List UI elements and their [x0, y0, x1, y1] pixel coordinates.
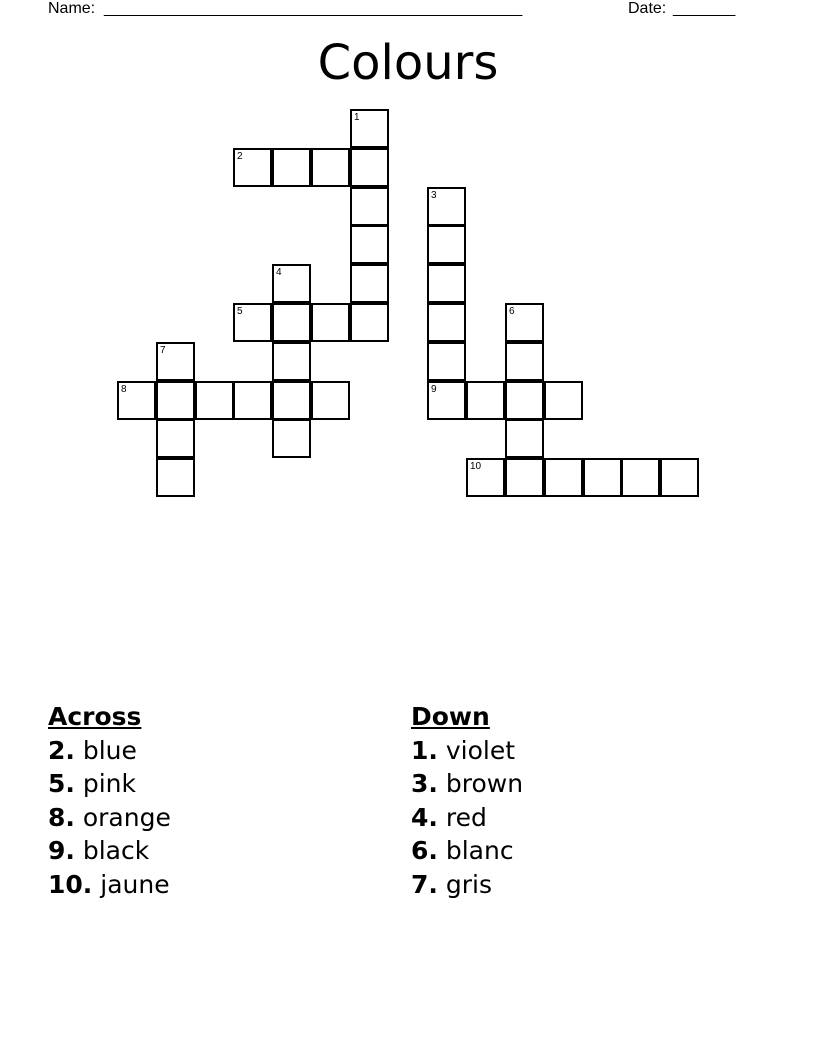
crossword-cell[interactable]: [117, 381, 156, 420]
clue-text: gris: [445, 869, 492, 899]
crossword-cell[interactable]: [466, 458, 505, 497]
clue-number: 5.: [48, 769, 75, 798]
crossword-cell[interactable]: [505, 303, 544, 342]
crossword-cell[interactable]: [272, 303, 311, 342]
date-label: Date:: [628, 0, 667, 17]
crossword-cell[interactable]: [195, 381, 234, 420]
clue-item: [411, 767, 751, 801]
clue-item: [411, 801, 751, 835]
crossword-cell[interactable]: [272, 342, 311, 381]
crossword-cell[interactable]: [544, 458, 583, 497]
crossword-cell[interactable]: [505, 419, 544, 458]
cell-number: 9: [431, 384, 437, 395]
clue-item: [48, 868, 388, 902]
clue-text: jaune: [100, 869, 170, 899]
cell-number: 2: [237, 151, 243, 162]
cell-number: 8: [121, 384, 127, 395]
cell-number: 4: [276, 267, 282, 278]
crossword-cell[interactable]: [350, 264, 389, 303]
crossword-cell[interactable]: [156, 458, 195, 497]
crossword-cell[interactable]: [350, 148, 389, 187]
clue-text: blanc: [445, 836, 514, 865]
clue-number: 9.: [48, 836, 75, 865]
crossword-cell[interactable]: [156, 381, 195, 420]
cell-number: 1: [354, 112, 360, 123]
clue-item: [48, 734, 388, 768]
clue-text: blue: [82, 735, 137, 765]
crossword-cell[interactable]: [156, 419, 195, 458]
crossword-cell[interactable]: [427, 303, 466, 342]
crossword-cell[interactable]: [427, 187, 466, 226]
down-clues: [411, 700, 751, 901]
crossword-cell[interactable]: [505, 342, 544, 381]
cell-number: 10: [470, 461, 482, 472]
clue-item: [48, 834, 388, 868]
crossword-cell[interactable]: [427, 342, 466, 381]
crossword-cell[interactable]: [621, 458, 660, 497]
crossword-cell[interactable]: [272, 264, 311, 303]
clue-item: [411, 734, 751, 768]
name-label: Name:: [48, 0, 96, 17]
clue-number: 1.: [411, 735, 438, 765]
crossword-cell[interactable]: [272, 381, 311, 420]
cell-number: 5: [237, 306, 243, 317]
across-clues: [48, 700, 388, 901]
cell-number: 3: [431, 190, 437, 201]
crossword-cell[interactable]: [233, 381, 272, 420]
crossword-cell[interactable]: [660, 458, 699, 497]
crossword-cell[interactable]: [311, 381, 350, 420]
clue-text: pink: [82, 769, 136, 798]
clue-item: [48, 801, 388, 835]
crossword-cell[interactable]: [466, 381, 505, 420]
crossword-cell[interactable]: [311, 303, 350, 342]
date-blank-line: _______: [673, 0, 736, 17]
crossword-cell[interactable]: [272, 148, 311, 187]
clue-number: 8.: [48, 802, 75, 832]
cell-number: 6: [509, 306, 515, 317]
clue-text: violet: [445, 735, 516, 765]
crossword-cell[interactable]: [350, 187, 389, 226]
crossword-cell[interactable]: [233, 148, 272, 187]
crossword-cell[interactable]: [544, 381, 583, 420]
clue-number: 7.: [411, 869, 438, 899]
crossword-cell[interactable]: [427, 225, 466, 264]
puzzle-title: Colours: [317, 35, 499, 91]
crossword-cell[interactable]: [233, 303, 272, 342]
clue-text: brown: [445, 769, 524, 798]
clue-number: 6.: [411, 836, 438, 865]
clue-text: red: [445, 802, 487, 832]
crossword-cell[interactable]: [272, 419, 311, 458]
crossword-cell[interactable]: [427, 264, 466, 303]
crossword-cell[interactable]: [350, 303, 389, 342]
clue-item: [411, 834, 751, 868]
down-heading: Down: [411, 702, 490, 731]
clue-number: 10.: [48, 869, 93, 899]
clue-text: orange: [82, 802, 171, 832]
clue-text: black: [82, 836, 150, 865]
crossword-cell[interactable]: [350, 225, 389, 264]
clue-number: 4.: [411, 802, 438, 832]
crossword-cell[interactable]: [156, 342, 195, 381]
clue-number: 3.: [411, 769, 438, 798]
clue-item: [411, 868, 751, 902]
crossword-cell[interactable]: [583, 458, 622, 497]
cell-number: 7: [160, 345, 166, 356]
name-blank-line: _______________________________________________: [104, 0, 523, 17]
clue-number: 2.: [48, 735, 75, 765]
crossword-grid: [0, 0, 816, 520]
clue-item: [48, 767, 388, 801]
crossword-cell[interactable]: [427, 381, 466, 420]
crossword-cell[interactable]: [505, 381, 544, 420]
across-heading: Across: [48, 702, 142, 731]
crossword-cell[interactable]: [311, 148, 350, 187]
crossword-cell[interactable]: [505, 458, 544, 497]
crossword-cell[interactable]: [350, 109, 389, 148]
